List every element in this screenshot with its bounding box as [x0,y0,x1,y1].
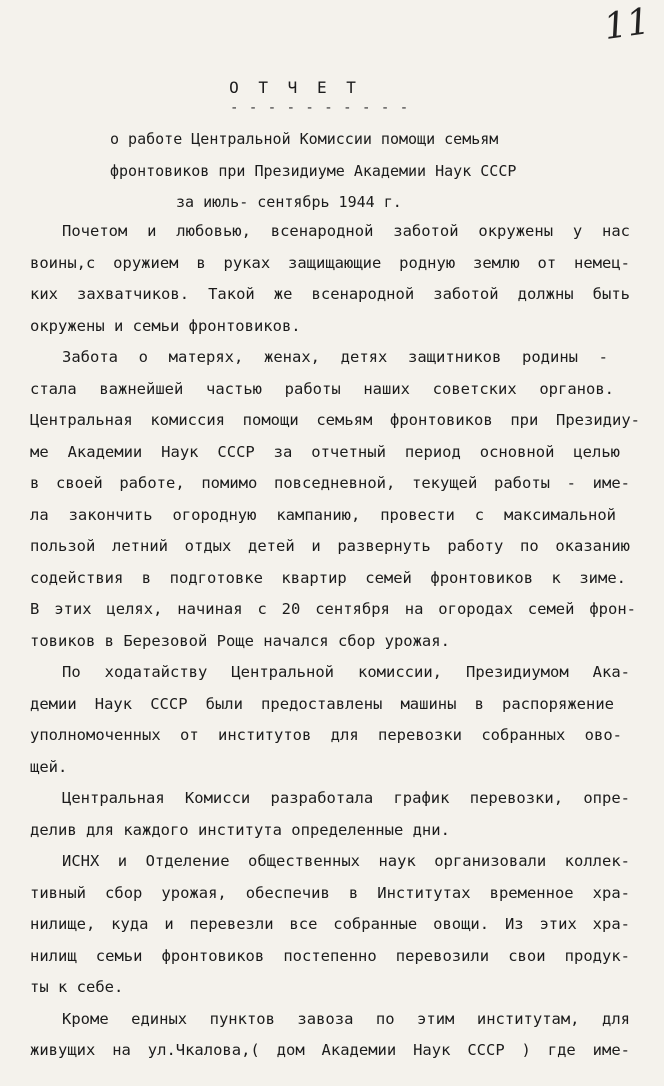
body-line: тивный сбор урожая, обеспечив в Институтах временное хра- [30,883,630,902]
body-line: воины,с оружием в руках защищающие родную землю от немец- [30,253,630,272]
body-line: демии Наук СССР были предоставлены машины в распоряжение [30,694,614,713]
body-line: нилищ семьи фронтовиков постепенно перевозили свои продук- [30,946,630,965]
handwritten-page-number: 11 [601,1,653,48]
body-line: По ходатайству Центральной комиссии, Президиумом Ака- [62,663,630,681]
body-line: Центральная комиссия помощи семьям фронтовиков при Президиу- [30,411,640,429]
body-line: содействия в подготовке квартир семей фронтовиков к зиме. [30,568,626,587]
document-title: О Т Ч Е Т [229,78,361,97]
body-line: окружены и семьи фронтовиков. [30,316,301,335]
body-line: ты к себе. [30,978,124,996]
body-line: Забота о матерях, женах, детях защитников родины - [62,348,608,366]
body-line: щей. [30,757,68,776]
body-line: Центральная Комисси разработала график перевозки, опре- [62,789,630,807]
document-body [30,216,640,1067]
body-line: нилище, куда и перевезли все собранные овощи. Из этих хра- [30,915,630,933]
subtitle-line: фронтовиков при Президиуме Академии Наук СССР [110,161,517,180]
body-line: В этих целях, начиная с 20 сентября на огородах семей фрон- [30,600,636,618]
body-line: товиков в Березовой Роще начался сбор урожая. [30,631,450,650]
body-line: ких захватчиков. Такой же всенародной заботой должны быть [30,285,630,303]
body-line: пользой летний отдых детей и развернуть работу по оказанию [30,537,630,555]
body-line: ме Академии Наук СССР за отчетный период основной целью [30,442,620,461]
body-line: ла закончить огородную кампанию, провести с максимальной [30,505,616,524]
body-line: ИСНХ и Отделение общественных наук организовали коллек- [62,852,630,870]
subtitle-line: за июль- сентябрь 1944 г. [176,193,402,211]
body-line: уполномоченных от институтов для перевозки собранных ово- [30,726,622,744]
body-line: Кроме единых пунктов завоза по этим институтам, для [62,1009,630,1028]
body-line: Почетом и любовью, всенародной заботой окружены у нас [62,222,630,240]
body-line: делив для каждого института определенные дни. [30,820,450,839]
body-line: живущих на ул.Чкалова,( дом Академии Наук СССР ) где име- [30,1041,630,1059]
subtitle-line: о работе Центральной Комиссии помощи семьям [110,130,499,148]
body-line: в своей работе, помимо повседневной, текущей работы - име- [30,474,630,492]
document-subtitle [0,124,664,219]
title-underline: - - - - - - - - - - [230,100,410,116]
body-line: стала важнейшей частью работы наших советских органов. [30,379,614,398]
